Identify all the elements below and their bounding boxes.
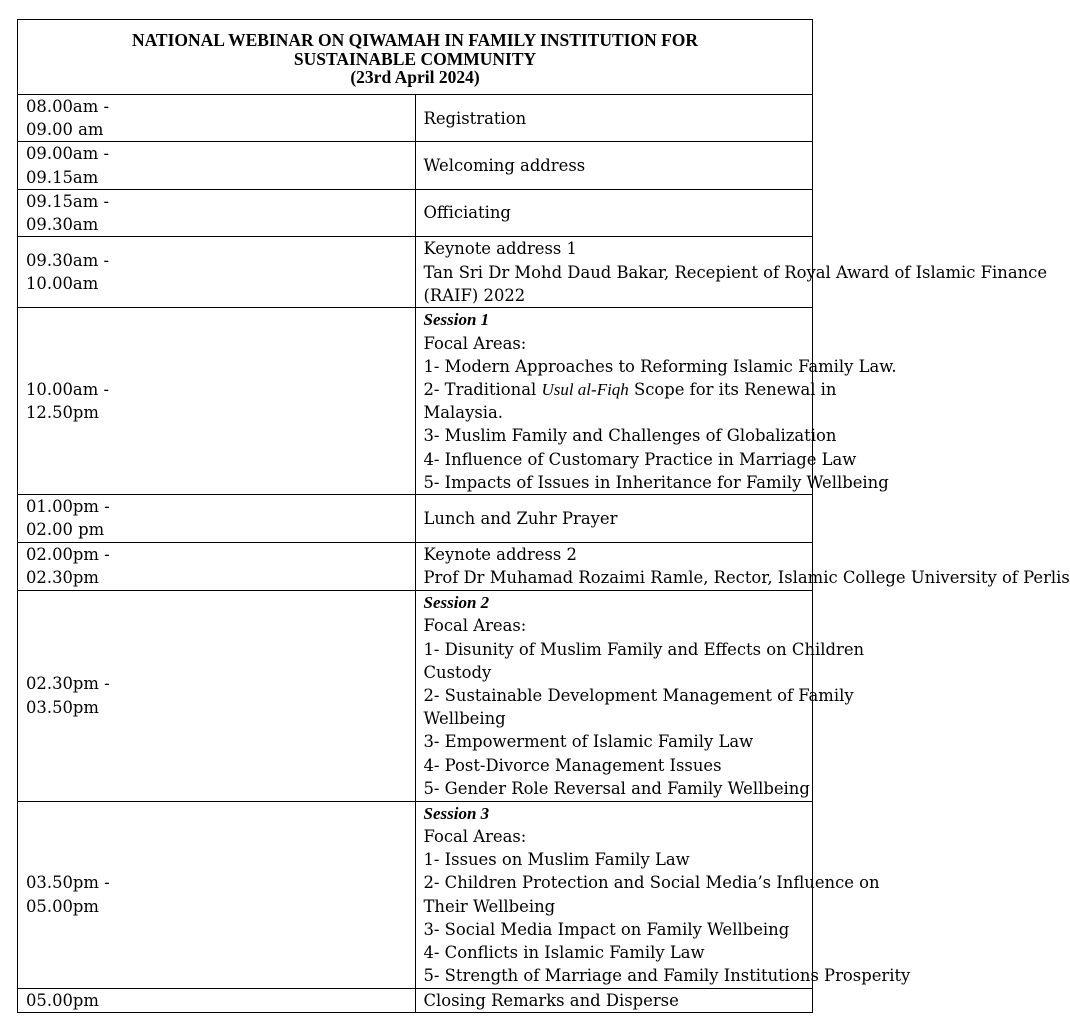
time-start: 10.00am -: [26, 380, 109, 400]
event-date: (23rd April 2024): [350, 67, 480, 88]
time-cell: [18, 801, 416, 988]
focal-area-item: 2- Sustainable Development Management of Family: [423, 686, 854, 706]
title-line-1: NATIONAL WEBINAR ON QIWAMAH IN FAMILY INSTITUTION FOR: [131, 30, 699, 51]
schedule-row: [18, 308, 813, 495]
session-heading: Session 3: [423, 803, 490, 823]
focal-area-item: Custody: [423, 662, 492, 682]
schedule-row: [18, 142, 813, 189]
time-cell: [18, 988, 416, 1012]
time-end: 09.15am: [26, 167, 99, 187]
agenda-line: Registration: [423, 108, 527, 128]
agenda-cell: [415, 308, 897, 495]
schedule-row: [18, 801, 813, 988]
session-heading: Session 2: [423, 593, 490, 613]
agenda-line: Keynote address 1: [423, 239, 577, 259]
time-cell: [18, 542, 416, 590]
focal-areas-label: Focal Areas:: [423, 827, 527, 847]
schedule-row: [18, 495, 813, 542]
session-heading: Session 1: [423, 310, 490, 330]
agenda-cell: [415, 189, 813, 236]
focal-area-item: 4- Influence of Customary Practice in Marriage Law: [423, 449, 857, 469]
focal-area-item: 3- Social Media Impact on Family Wellbeing: [423, 919, 790, 939]
focal-areas-label: Focal Areas:: [423, 616, 527, 636]
time-cell: [18, 142, 416, 189]
agenda-line: Tan Sri Dr Mohd Daud Bakar, Recepient of Royal Award of Islamic Finance: [423, 262, 1048, 282]
title-row: [18, 20, 813, 95]
agenda-cell: [415, 988, 813, 1012]
time-end: 10.00am: [26, 274, 99, 294]
schedule-row: [18, 542, 813, 590]
time-start: 03.50pm -: [26, 873, 110, 893]
schedule-row: [18, 237, 813, 308]
focal-area-item: 5- Impacts of Issues in Inheritance for Family Wellbeing: [423, 472, 889, 492]
focal-area-item: 4- Conflicts in Islamic Family Law: [423, 943, 705, 963]
agenda-line: Lunch and Zuhr Prayer: [423, 508, 618, 528]
time-start: 09.15am -: [26, 191, 109, 211]
title-cell: [18, 20, 813, 95]
time-start: 02.00pm -: [26, 544, 110, 564]
programme-document: [17, 19, 1070, 1013]
focal-area-item: Their Wellbeing: [423, 896, 556, 916]
time-end: 02.00 pm: [26, 520, 105, 540]
time-end: 05.00pm: [26, 896, 99, 916]
focal-area-item: 5- Gender Role Reversal and Family Wellbeing: [423, 778, 810, 798]
focal-area-item: 3- Empowerment of Islamic Family Law: [423, 732, 754, 752]
time-end: 02.30pm: [26, 568, 99, 588]
focal-area-text: Scope for its Renewal in: [628, 380, 837, 400]
schedule-row: [18, 590, 813, 801]
agenda-line: Prof Dr Muhamad Rozaimi Ramle, Rector, Islamic College University of Perlis: [423, 568, 1070, 588]
programme-table: [17, 19, 1070, 1013]
focal-area-item: [423, 378, 837, 401]
agenda-cell: [415, 95, 813, 142]
agenda-line: Welcoming address: [423, 156, 586, 175]
schedule-row: [18, 189, 813, 236]
time-cell: [18, 189, 416, 236]
time-start: 09.30am -: [26, 251, 109, 271]
focal-area-item: 1- Disunity of Muslim Family and Effects on Children: [423, 639, 865, 659]
time-end: 12.50pm: [26, 403, 99, 423]
time-cell: [18, 590, 416, 801]
agenda-cell: [415, 801, 911, 988]
focal-areas-label: Focal Areas:: [423, 333, 527, 353]
usul-al-fiqh-term: Usul al-Fiqh: [541, 380, 629, 400]
agenda-line: Closing Remarks and Disperse: [423, 990, 679, 1010]
time-start: 09.00am -: [26, 144, 109, 164]
focal-area-item: Wellbeing: [423, 709, 506, 729]
time-cell: [18, 95, 416, 142]
time-end: 09.00 am: [26, 120, 104, 140]
agenda-line: Officiating: [423, 203, 511, 223]
focal-area-item: 4- Post-Divorce Management Issues: [423, 755, 722, 775]
time-cell: [18, 308, 416, 495]
focal-area-text: 2- Traditional: [423, 380, 542, 400]
time-start: 05.00pm: [26, 990, 99, 1010]
schedule-row: [18, 95, 813, 142]
time-start: 08.00am -: [26, 97, 109, 116]
agenda-line: (RAIF) 2022: [423, 285, 526, 305]
agenda-cell: [415, 542, 1070, 590]
agenda-cell: [415, 142, 813, 189]
time-cell: [18, 495, 416, 542]
focal-area-item: Malaysia.: [423, 403, 503, 423]
title-line-2: SUSTAINABLE COMMUNITY: [293, 48, 537, 69]
focal-area-item: 2- Children Protection and Social Media’s Influence on: [423, 873, 880, 893]
agenda-cell: [415, 590, 865, 801]
agenda-line: Keynote address 2: [423, 544, 577, 564]
schedule-row: [18, 988, 813, 1012]
time-start: 02.30pm -: [26, 674, 110, 694]
time-cell: [18, 237, 416, 308]
agenda-cell: [415, 237, 1048, 308]
time-end: 03.50pm: [26, 697, 99, 717]
agenda-cell: [415, 495, 813, 542]
focal-area-item: 1- Issues on Muslim Family Law: [423, 850, 690, 870]
time-end: 09.30am: [26, 215, 99, 235]
focal-area-item: 3- Muslim Family and Challenges of Globalization: [423, 426, 837, 446]
focal-area-item: 5- Strength of Marriage and Family Institutions Prosperity: [423, 966, 911, 986]
time-start: 01.00pm -: [26, 497, 110, 517]
focal-area-item: 1- Modern Approaches to Reforming Islamic Family Law.: [423, 356, 897, 376]
